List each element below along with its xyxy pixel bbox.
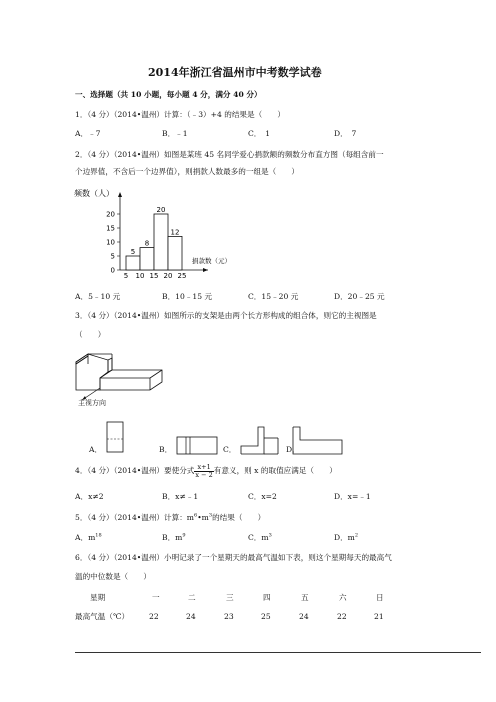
question-1-stem: 1．（4 分）（2014•温州）计算：（﹣3）+4 的结果是（ ） [75,110,285,119]
question-5-option-a [75,534,102,542]
question-2-stem-line2: 个边界值，不含后一个边界值），则捐款人数最多的一组是（ ） [75,167,300,176]
table-cell: 25 [261,612,271,621]
table-cell: 最高气温（℃） [75,612,130,621]
question-3-option-b: B． [159,445,173,454]
x-axis-arrow [203,268,208,272]
table-header-cell: 三 [226,593,234,602]
bar-value-label: 5 [130,248,136,256]
y-tick-label: 15 [106,224,115,233]
table-cell: 24 [299,612,309,621]
exponent-3: 3 [208,512,213,519]
fraction-numerator: x+1 [194,464,213,472]
histogram-bar [168,236,182,270]
table-header-cell: 六 [339,593,347,602]
table-cell: 23 [224,612,234,621]
option-b-base: B．m [162,533,183,542]
footer-divider [75,652,481,653]
question-5-stem-mid: •m [197,513,209,522]
question-4-option-c: C．x=2 [248,492,277,501]
bar-value-label: 20 [156,206,166,214]
x-tick-label: 20 [163,272,173,280]
option-d-exponent: 2 [354,532,359,539]
bar-value-label: 8 [144,239,150,248]
question-4-stem-pre: 4．（4 分）（2014•温州）要使分式 [75,466,195,475]
histogram-bar [154,214,168,270]
question-2-stem-line1: 2．（4 分）（2014•温州）如图是某班 45 名同学爱心捐款额的频数分布直方图（每组含前一 [75,150,384,159]
x-tick-label: 10 [135,272,145,280]
question-4-option-d: D．x=﹣1 [334,492,371,501]
option-b-figure [176,436,222,456]
x-tick-label: 15 [149,272,159,280]
y-axis-arrow [118,192,122,197]
question-2-option-c: C．15﹣20 元 [248,292,299,301]
x-tick-label: 25 [177,272,187,280]
question-5-option-c [248,534,272,542]
question-4-stem [75,464,337,478]
question-1-option-a: A．﹣7 [75,129,101,138]
histogram-chart [72,186,247,286]
question-6-stem-line2: 温的中位数是（ ） [75,572,151,581]
question-3-option-a: A． [89,445,103,454]
question-2-option-b: B．10﹣15 元 [162,292,213,301]
y-axis-label: 频数（人） [74,189,114,198]
question-5-option-d [334,534,358,542]
question-5-stem-post: 的结果（ ） [212,513,266,522]
question-1-option-c: C． 1 [248,129,271,138]
fraction-expression [194,464,213,478]
question-3-stem-line1: 3．（4 分）（2014•温州）如图所示的支架是由两个长方形构成的组合体，则它的主视图是 [75,311,377,320]
x-axis-label: 捐款数（元） [192,257,231,265]
option-c-figure [240,426,282,456]
histogram-bar [126,256,140,270]
table-cell: 24 [186,612,196,621]
y-tick-label: 20 [106,210,115,219]
question-5-stem-pre: 5．（4 分）（2014•温州）计算：m [75,513,195,522]
option-d-figure [292,426,348,456]
section-heading: 一、选择题（共 10 小题，每小题 4 分，满分 40 分） [75,90,262,99]
table-cell: 22 [149,612,159,621]
table-header-cell: 四 [263,593,271,602]
table-header-cell: 一 [152,593,160,602]
table-header-cell: 日 [376,593,384,602]
histogram-bar [140,248,154,270]
question-3-stem-line2: （ ） [75,330,106,339]
question-5-option-b [162,534,186,542]
table-header-cell: 星期 [90,593,106,602]
table-cell: 22 [337,612,347,621]
option-a-exponent: 18 [95,532,102,539]
option-c-exponent: 3 [268,532,272,539]
table-cell: 21 [374,612,384,621]
table-header-cell: 五 [301,593,309,602]
option-d-base: D．m [334,533,355,542]
fraction-denominator: x − 2 [195,470,213,479]
bar-value-label: 12 [170,228,180,237]
question-1-option-d: D． 7 [334,129,357,138]
table-header-cell: 二 [188,593,196,602]
x-tick-label: 5 [123,272,129,280]
question-5-stem [75,514,265,522]
question-4-stem-post: 有意义，则 x 的取值应满足（ ） [213,466,337,475]
y-tick-label: 5 [110,252,115,261]
paper-title: 2014年浙江省温州市中考数学试卷 [148,66,322,79]
view-direction-label: 主视方向 [78,399,106,407]
question-6-stem-line1: 6．（4 分）（2014•温州）小明记录了一个星期天的最高气温如下表，则这个星期每天的最高气 [75,553,392,562]
question-3-option-c: C． [223,445,237,454]
option-b-exponent: 9 [182,532,186,539]
y-tick-label: 10 [106,238,115,247]
question-4-option-b: B．x≠﹣1 [162,492,199,501]
y-tick-label: 0 [110,266,115,275]
option-a-figure [106,421,130,455]
option-a-base: A．m [75,533,96,542]
question-2-option-a: A．5﹣10 元 [75,292,121,301]
question-1-option-b: B．﹣1 [162,129,188,138]
option-c-base: C．m [248,533,269,542]
question-3-option-d: D． [286,445,300,454]
question-2-option-d: D．20﹣25 元 [334,292,385,301]
question-4-option-a: A．x≠2 [75,492,104,501]
exponent-6: 6 [194,512,198,519]
